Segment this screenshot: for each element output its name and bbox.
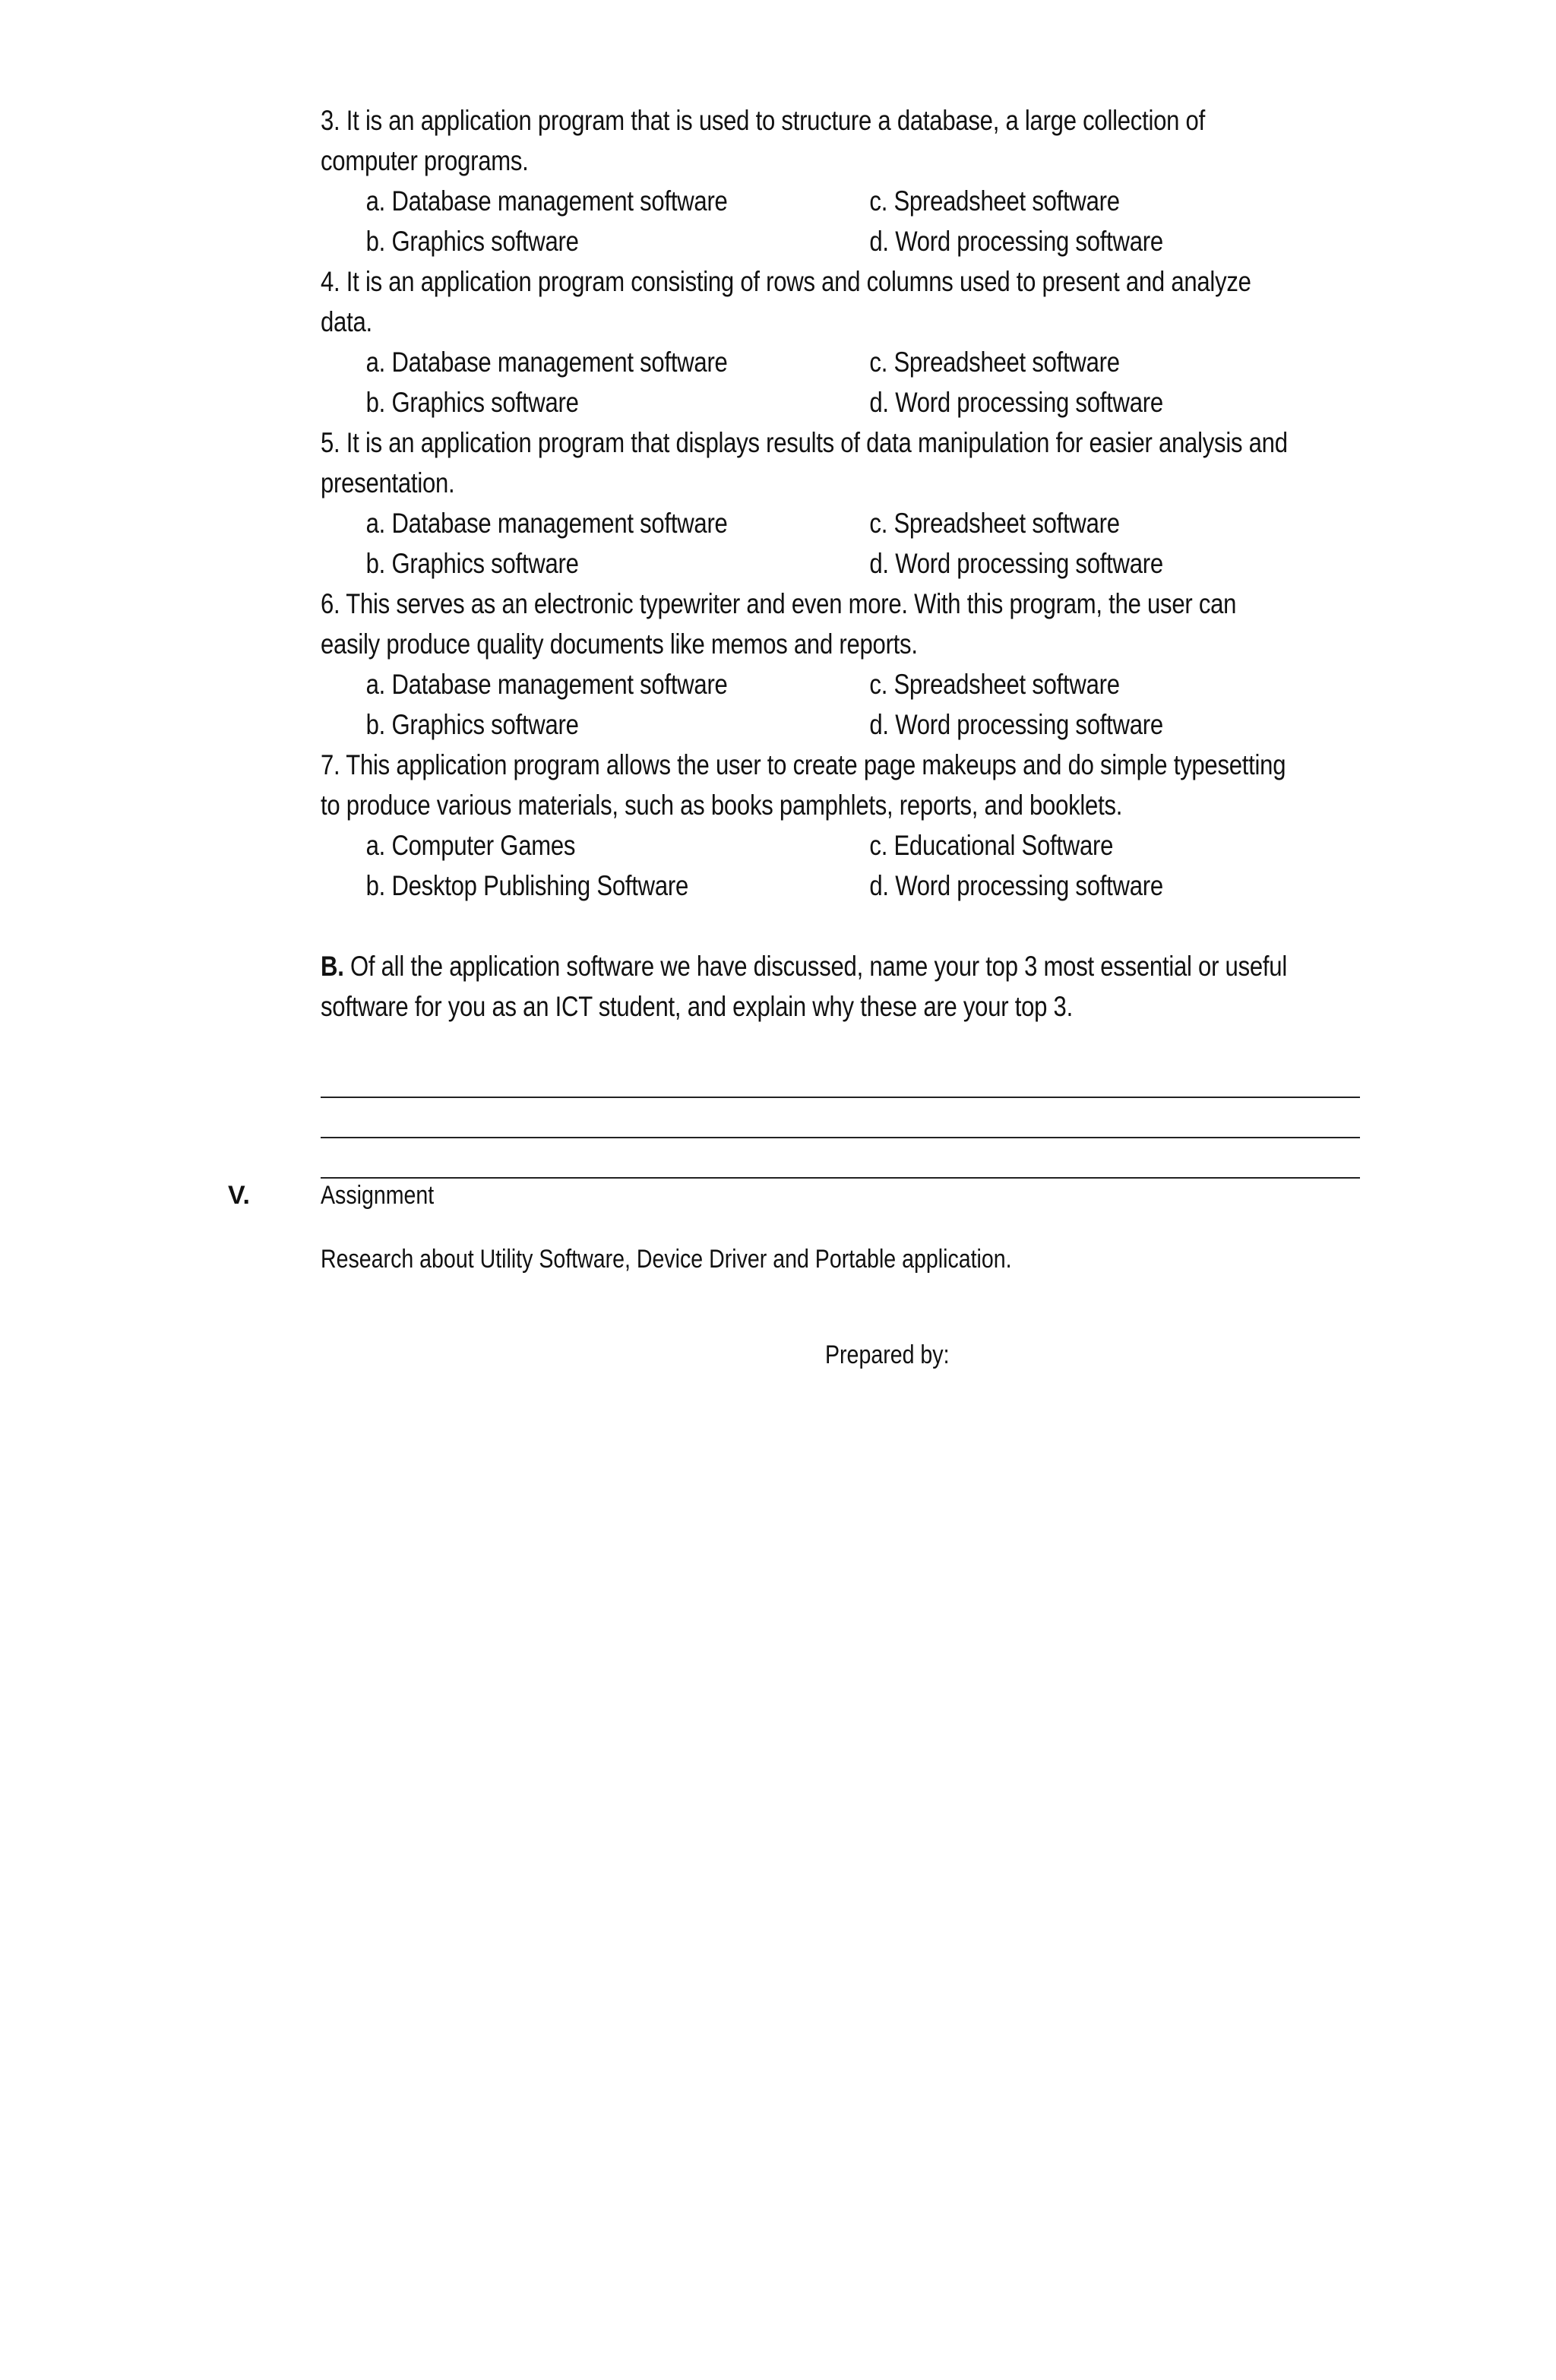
question-4 [321, 261, 1378, 423]
answer-line-3[interactable] [321, 1147, 1378, 1188]
section-v-number: V. [228, 1181, 251, 1210]
question-5-option-c: c. Spreadsheet software [869, 508, 1120, 539]
question-7-option-a: a. Computer Games [365, 830, 576, 861]
question-5 [321, 423, 1378, 584]
question-4-options [321, 342, 1378, 423]
section-v-title: Assignment [321, 1181, 435, 1210]
question-5-option-d: d. Word processing software [869, 548, 1163, 579]
question-7-line-2: to produce various materials, such as books pamphlets, reports, and booklets. [321, 790, 1123, 821]
part-b-prompt: Of all the application software we have discussed, name your top 3 most essential or useful [343, 951, 1287, 982]
spacer [321, 906, 1378, 946]
question-4-option-c: c. Spreadsheet software [869, 347, 1120, 378]
question-7-option-c: c. Educational Software [869, 830, 1114, 861]
answer-line-2[interactable] [321, 1107, 1378, 1147]
question-3-option-b: b. Graphics software [365, 226, 579, 257]
question-6-option-c: c. Spreadsheet software [869, 669, 1120, 700]
question-3-line-1: 3. It is an application program that is used to structure a database, a large collection of [321, 105, 1205, 136]
question-4-option-d: d. Word processing software [869, 387, 1163, 418]
question-6-options [321, 664, 1378, 745]
question-7-option-d: d. Word processing software [869, 870, 1163, 901]
question-3-options [321, 181, 1378, 261]
question-7-line-1: 7. This application program allows the user to create page makeups and do simple typesetting [321, 749, 1286, 780]
question-4-line-1: 4. It is an application program consisting of rows and columns used to present and analyze [321, 266, 1251, 297]
section-v-body: Research about Utility Software, Device Driver and Portable application. [321, 1245, 1012, 1274]
question-7-option-b: b. Desktop Publishing Software [365, 870, 688, 901]
question-7-options [321, 825, 1378, 906]
quiz-text-block [321, 100, 1378, 1027]
question-5-option-a: a. Database management software [365, 508, 728, 539]
quiz-content [321, 100, 1378, 1027]
part-b-label: B. [321, 951, 344, 982]
answer-line-1[interactable] [321, 1067, 1378, 1107]
question-6-line-1: 6. This serves as an electronic typewriter and even more. With this program, the user can [321, 588, 1237, 619]
part-b-line-2: software for you as an ICT student, and explain why these are your top 3. [321, 991, 1073, 1022]
question-7 [321, 745, 1378, 906]
question-4-line-2: data. [321, 306, 372, 337]
question-6-option-b: b. Graphics software [365, 709, 579, 740]
question-4-option-a: a. Database management software [365, 347, 728, 378]
question-6-option-d: d. Word processing software [869, 709, 1163, 740]
question-5-option-b: b. Graphics software [365, 548, 579, 579]
question-3-option-c: c. Spreadsheet software [869, 185, 1120, 217]
part-b [321, 946, 1378, 1027]
question-6-option-a: a. Database management software [365, 669, 728, 700]
question-3-option-a: a. Database management software [365, 185, 728, 217]
question-3-option-d: d. Word processing software [869, 226, 1163, 257]
question-5-line-1: 5. It is an application program that displays results of data manipulation for easier analysis and [321, 427, 1288, 458]
question-5-options [321, 503, 1378, 584]
question-3-line-2: computer programs. [321, 145, 529, 176]
question-6 [321, 584, 1378, 745]
answer-lines [321, 1067, 1378, 1188]
question-5-line-2: presentation. [321, 467, 455, 498]
question-6-line-2: easily produce quality documents like memos and reports. [321, 628, 918, 660]
prepared-by-label: Prepared by: [825, 1340, 950, 1369]
question-4-option-b: b. Graphics software [365, 387, 579, 418]
part-b-line-1 [321, 946, 1378, 986]
question-3 [321, 100, 1378, 261]
